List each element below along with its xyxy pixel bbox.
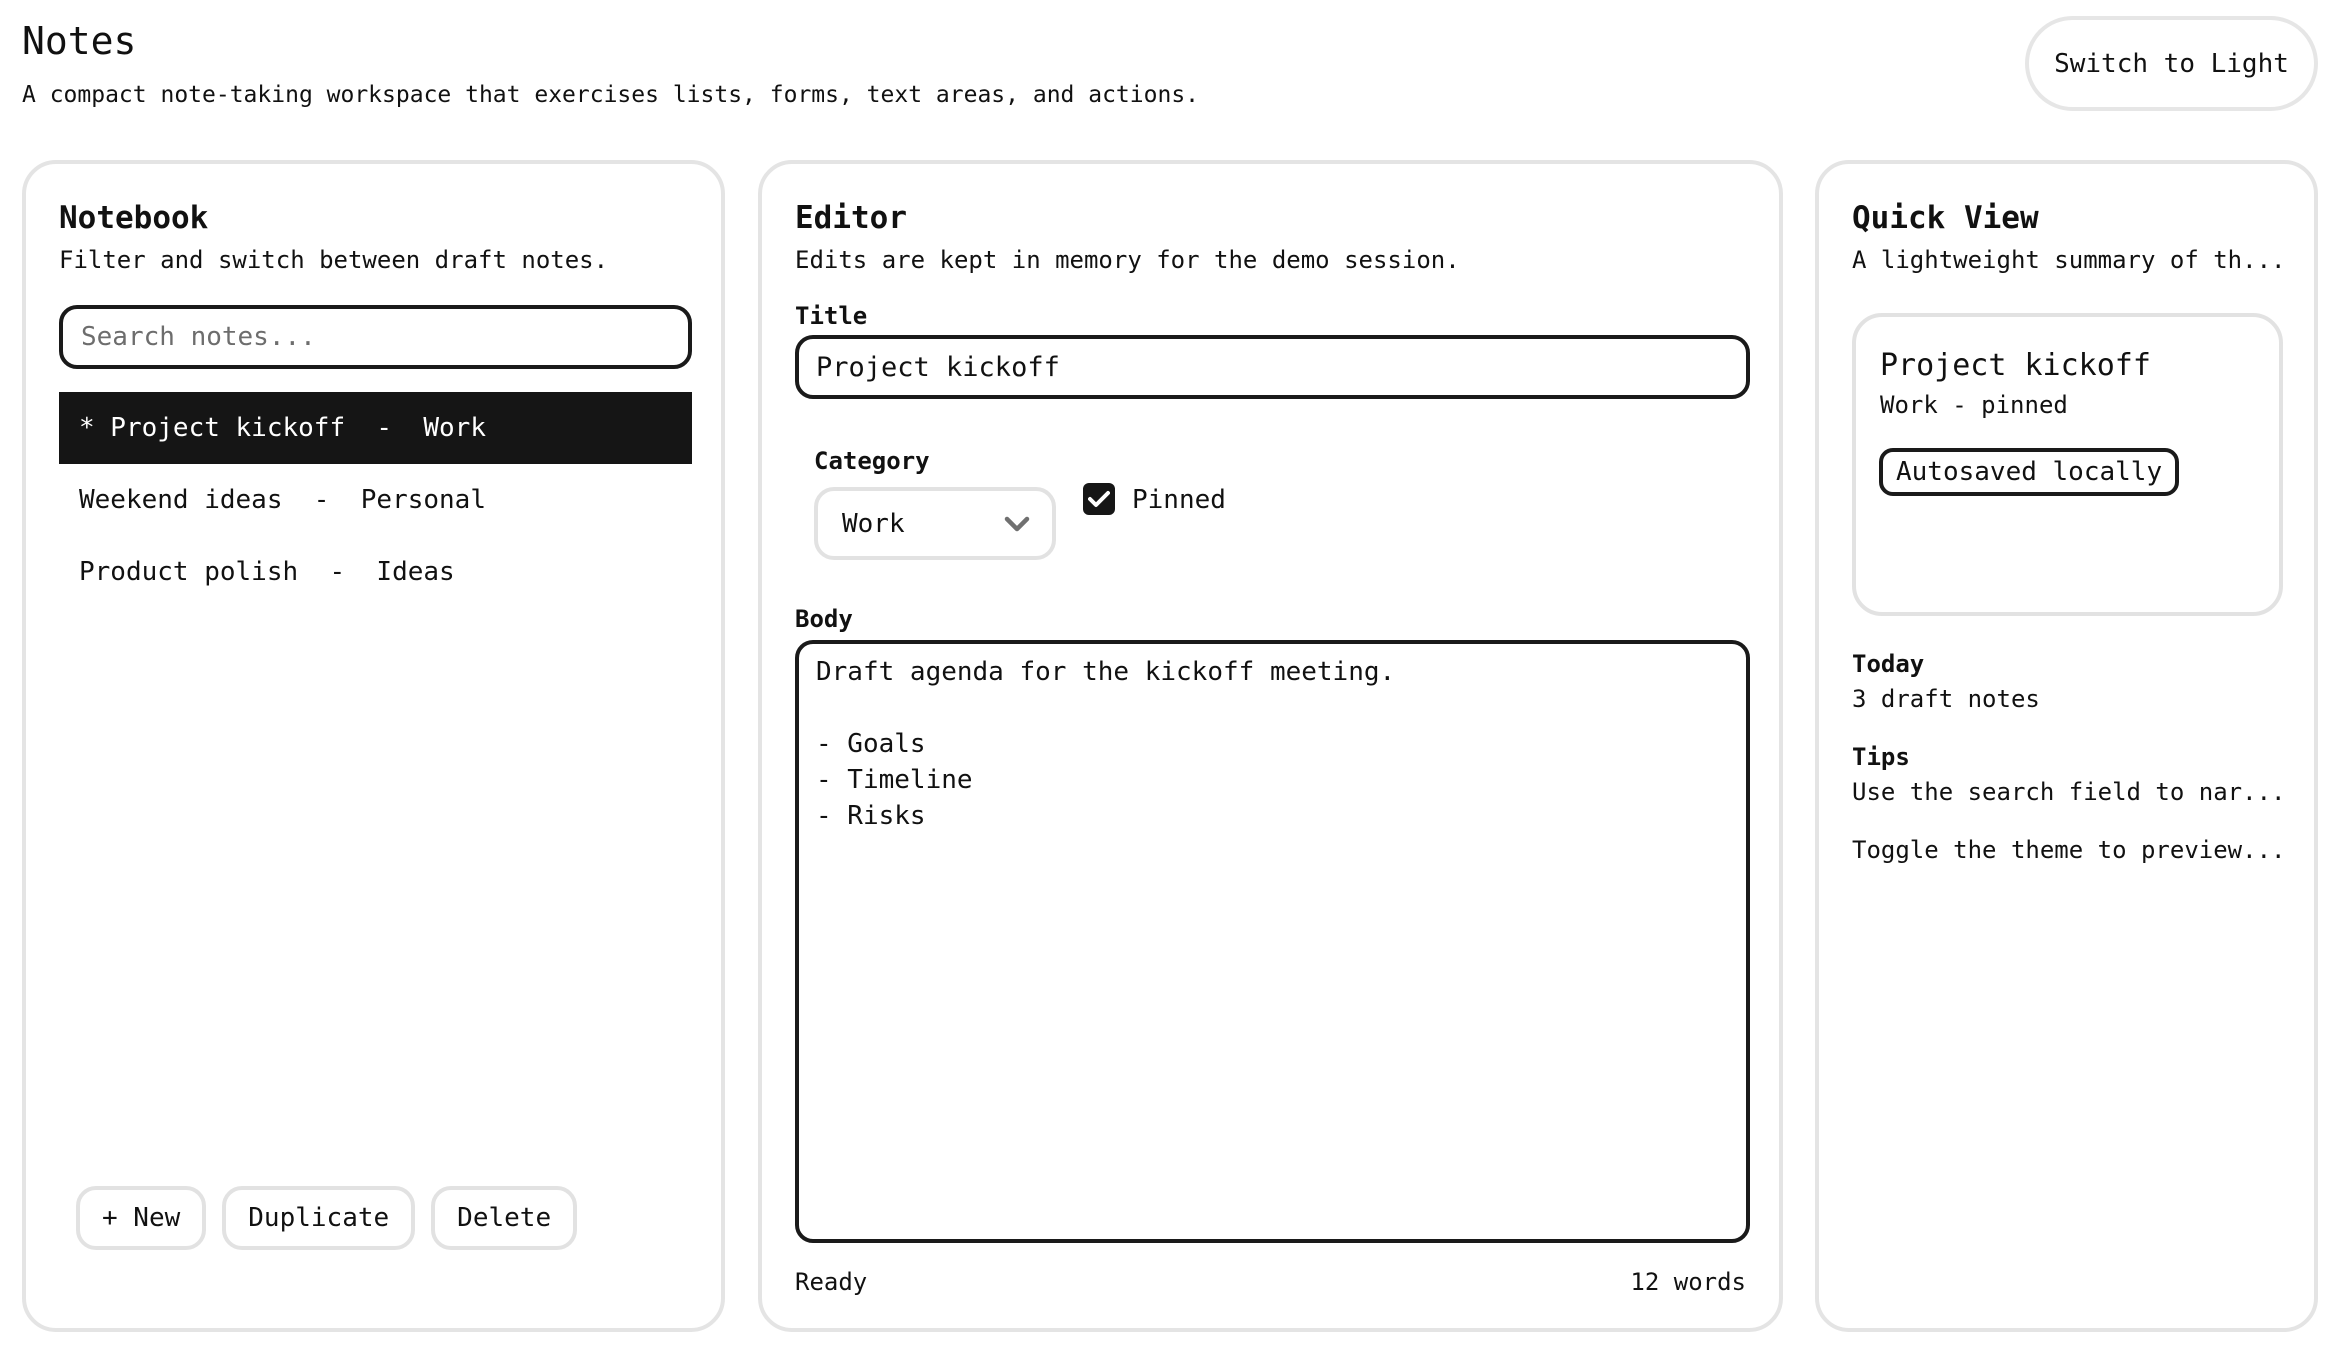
- tip-item: Toggle the theme to preview...: [1852, 836, 2286, 864]
- editor-panel: [758, 160, 1783, 1332]
- note-list: [59, 392, 692, 608]
- note-actions: [76, 1186, 577, 1250]
- body-textarea[interactable]: [795, 640, 1750, 1243]
- notebook-title: Notebook: [59, 200, 209, 236]
- editor-subtitle: Edits are kept in memory for the demo session.: [795, 246, 1460, 274]
- body-field-label: Body: [795, 605, 853, 633]
- title-field[interactable]: [795, 335, 1750, 399]
- summary-card: [1852, 313, 2283, 616]
- delete-note-button[interactable]: Delete: [431, 1186, 577, 1250]
- category-field-label: Category: [814, 447, 930, 475]
- notebook-subtitle: Filter and switch between draft notes.: [59, 246, 609, 274]
- status-text: Ready: [795, 1268, 868, 1296]
- word-count: 12 words: [1630, 1268, 1746, 1296]
- category-select[interactable]: [814, 487, 1056, 560]
- status-badge: Autosaved locally: [1879, 448, 2179, 496]
- quick-view-panel: [1815, 160, 2318, 1332]
- pinned-checkbox[interactable]: [1083, 483, 1115, 515]
- pinned-label: Pinned: [1132, 485, 1226, 515]
- note-list-item[interactable]: Product polish - Ideas: [79, 557, 455, 587]
- quick-view-subtitle: A lightweight summary of th...: [1852, 246, 2286, 274]
- today-text: 3 draft notes: [1852, 685, 2040, 713]
- search-input[interactable]: [59, 305, 692, 369]
- duplicate-note-button[interactable]: Duplicate: [222, 1186, 415, 1250]
- summary-meta: Work - pinned: [1880, 391, 2068, 419]
- title-field-label: Title: [795, 302, 868, 330]
- notebook-panel: [22, 160, 725, 1332]
- new-note-button[interactable]: + New: [76, 1186, 206, 1250]
- summary-title: Project kickoff: [1880, 348, 2151, 383]
- note-list-item[interactable]: Weekend ideas - Personal: [79, 485, 486, 515]
- page-title: Notes: [22, 19, 137, 63]
- quick-view-title: Quick View: [1852, 200, 2039, 236]
- category-select-value: Work: [842, 508, 905, 539]
- note-list-item[interactable]: * Project kickoff - Work: [59, 392, 692, 464]
- chevron-down-icon: [1004, 515, 1030, 535]
- theme-toggle-button[interactable]: Switch to Light: [2025, 16, 2318, 111]
- page-subtitle: A compact note-taking workspace that exercises lists, forms, text areas, and actions.: [22, 82, 1200, 108]
- check-icon: [1088, 490, 1110, 508]
- editor-title: Editor: [795, 200, 907, 236]
- today-heading: Today: [1852, 650, 1925, 678]
- tips-heading: Tips: [1852, 743, 1910, 771]
- tip-item: Use the search field to nar...: [1852, 778, 2286, 806]
